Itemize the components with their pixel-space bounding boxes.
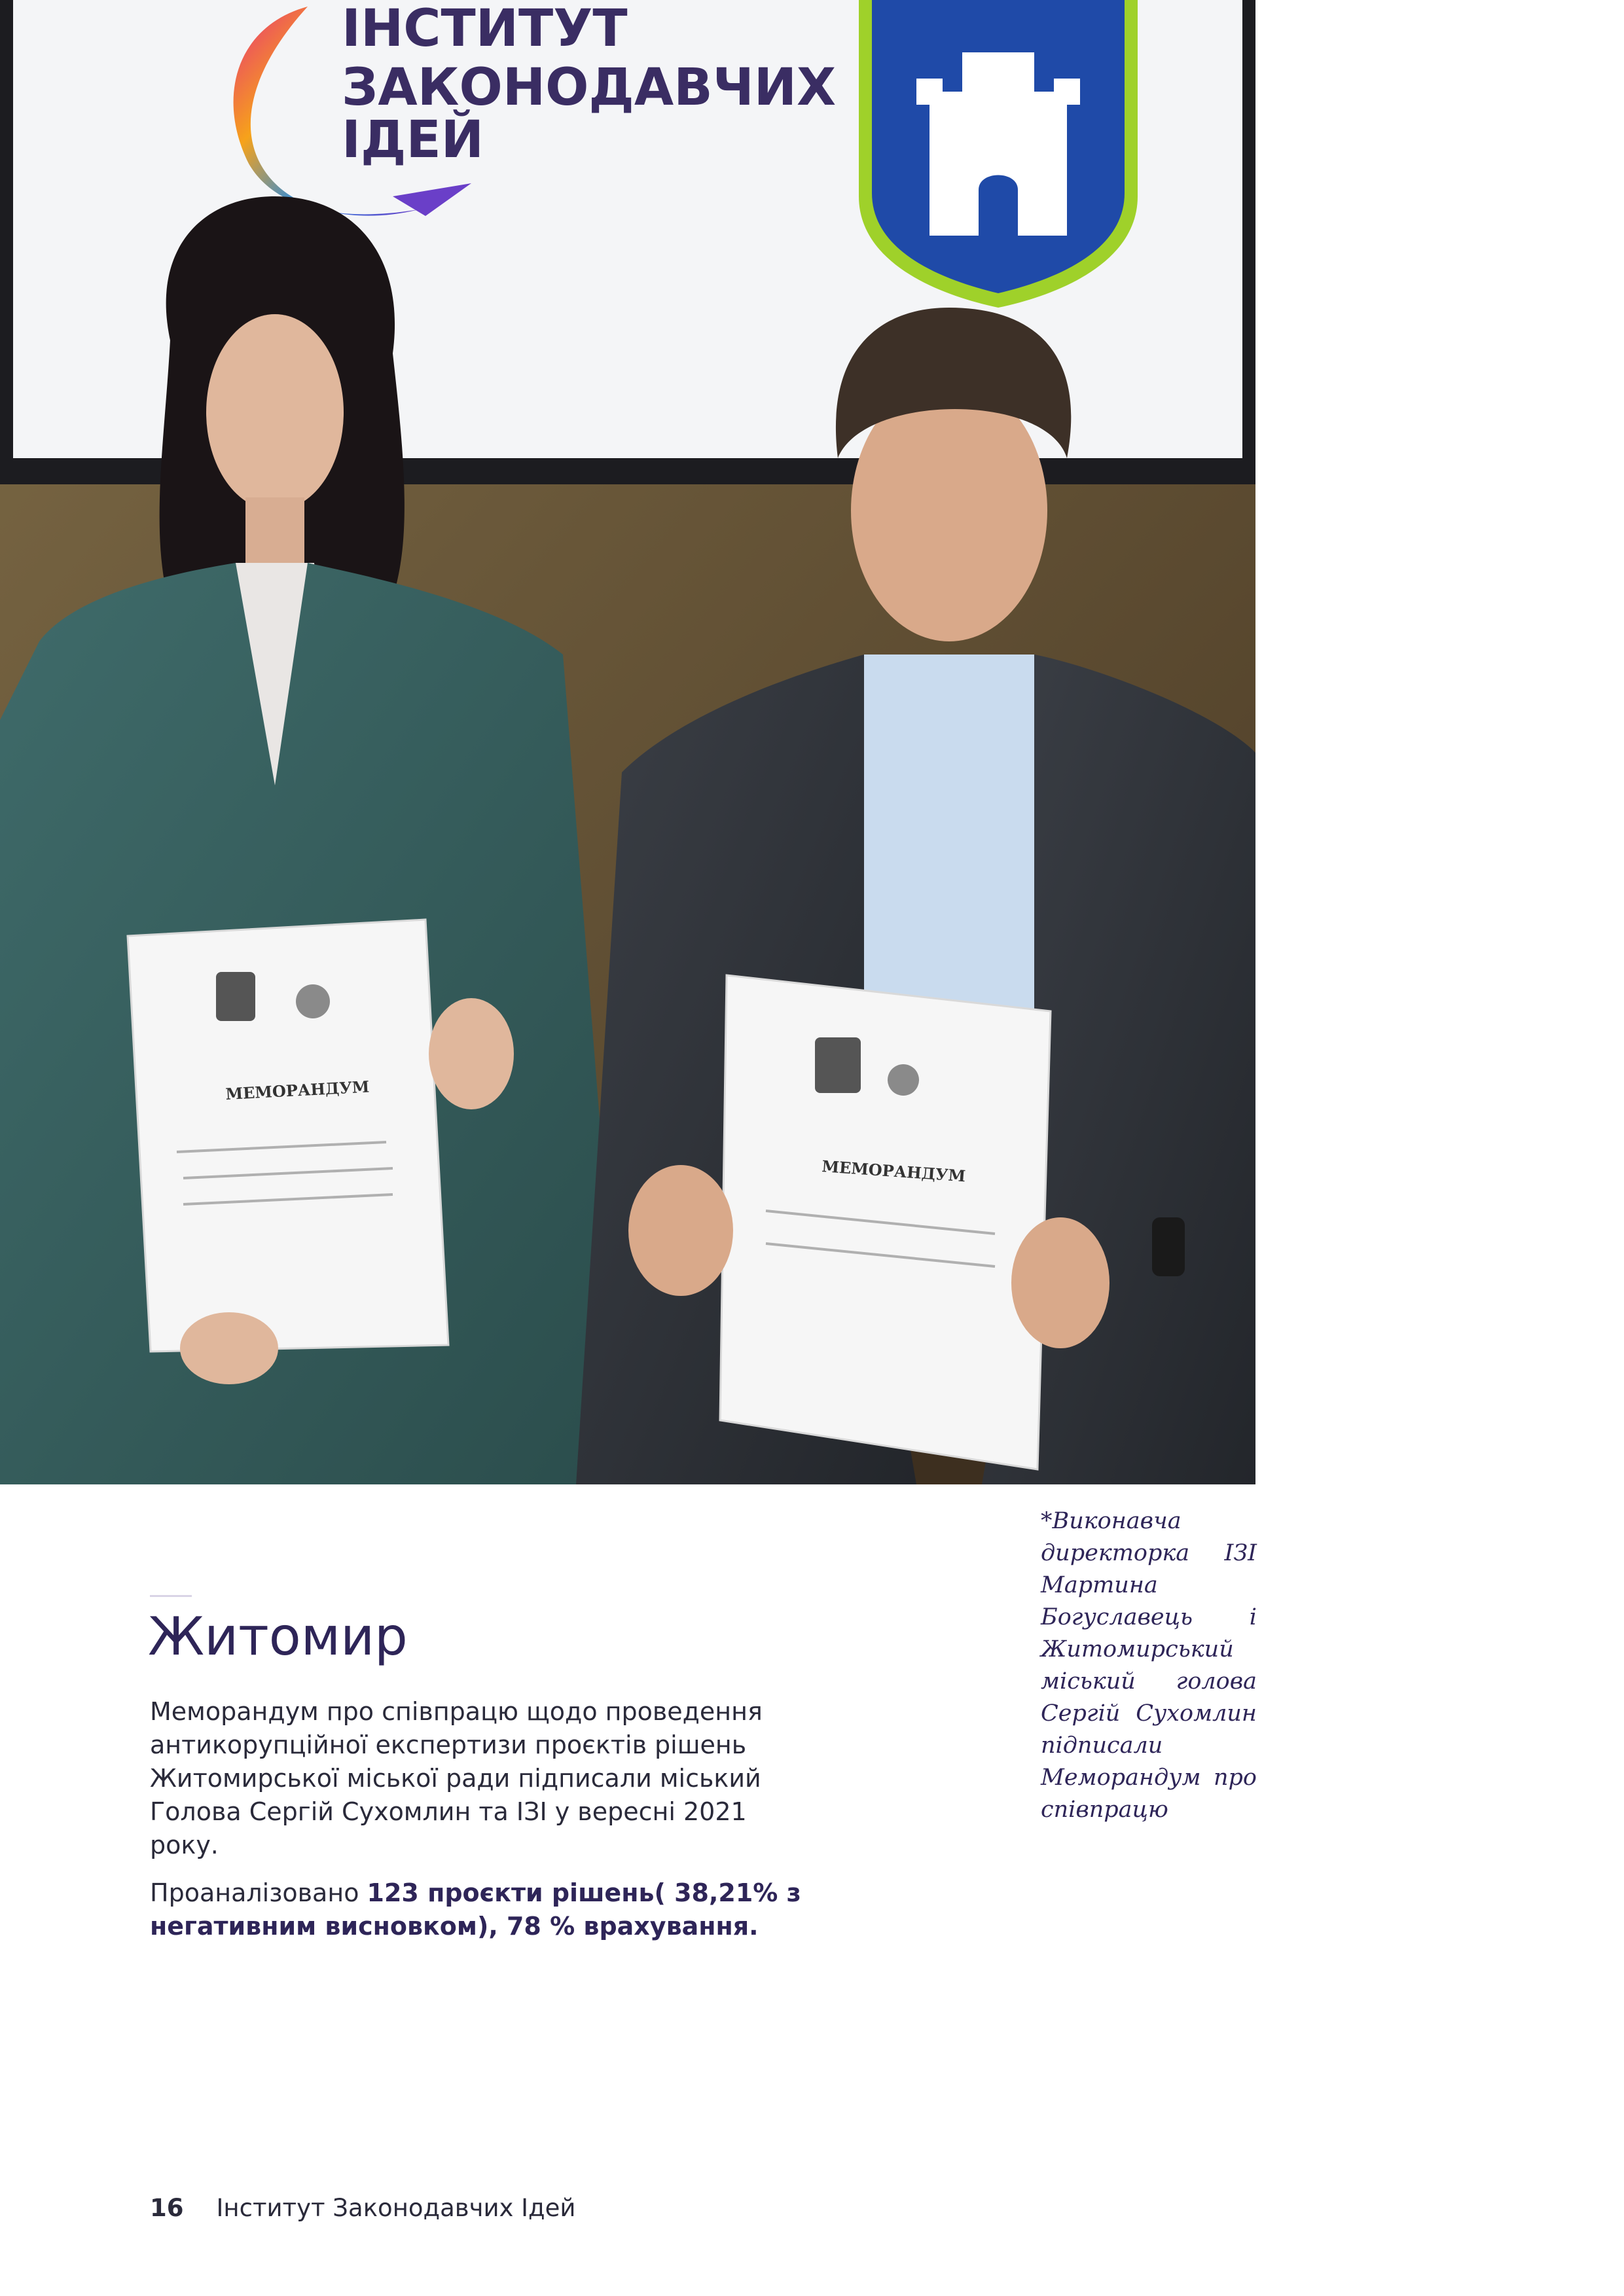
memo-title-left: МЕМОРАНДУМ: [225, 1077, 370, 1103]
article-paragraph: Меморандум про співпрацю щодо проведення антикорупційної експертизи проєктів рішень Житомирської міської ради підписали міський Голова Сергій Сухомлин та ІЗІ у вересні 2021 року.: [150, 1697, 763, 1859]
heading-divider: [150, 1595, 192, 1597]
screen-logo-line2: ЗАКОНОДАВЧИХ: [342, 58, 837, 117]
section-title: Житомир: [148, 1606, 408, 1667]
memorandum-document-left: [128, 920, 448, 1352]
article-paragraph-stats: [150, 1876, 804, 1943]
signing-photo: [0, 0, 1255, 1484]
screen-logo-line1: ІНСТИТУТ: [342, 0, 628, 58]
stats-highlight: 123 проєкти рішень( 38,21% з негативним висновком), 78 % врахування.: [150, 1878, 801, 1941]
photo-caption: *Виконавча директорка ІЗІ Мартина Богуславець і Житомирський міський голова Сергій Сухомлин підписали Меморандум про співпрацю: [1041, 1508, 1257, 1823]
article-body: [150, 1695, 804, 1958]
memorandum-document-right: [720, 975, 1051, 1469]
screen-logo-line3: ІДЕЙ: [342, 111, 484, 170]
page-footer: [150, 2194, 575, 2222]
stats-intro: Проаналізовано: [150, 1878, 367, 1907]
memo-title-right: МЕМОРАНДУМ: [821, 1157, 967, 1186]
publisher-name: Інститут Законодавчих Ідей: [216, 2194, 576, 2222]
coat-of-arms-icon: [859, 0, 1138, 308]
page-number: 16: [150, 2194, 184, 2222]
